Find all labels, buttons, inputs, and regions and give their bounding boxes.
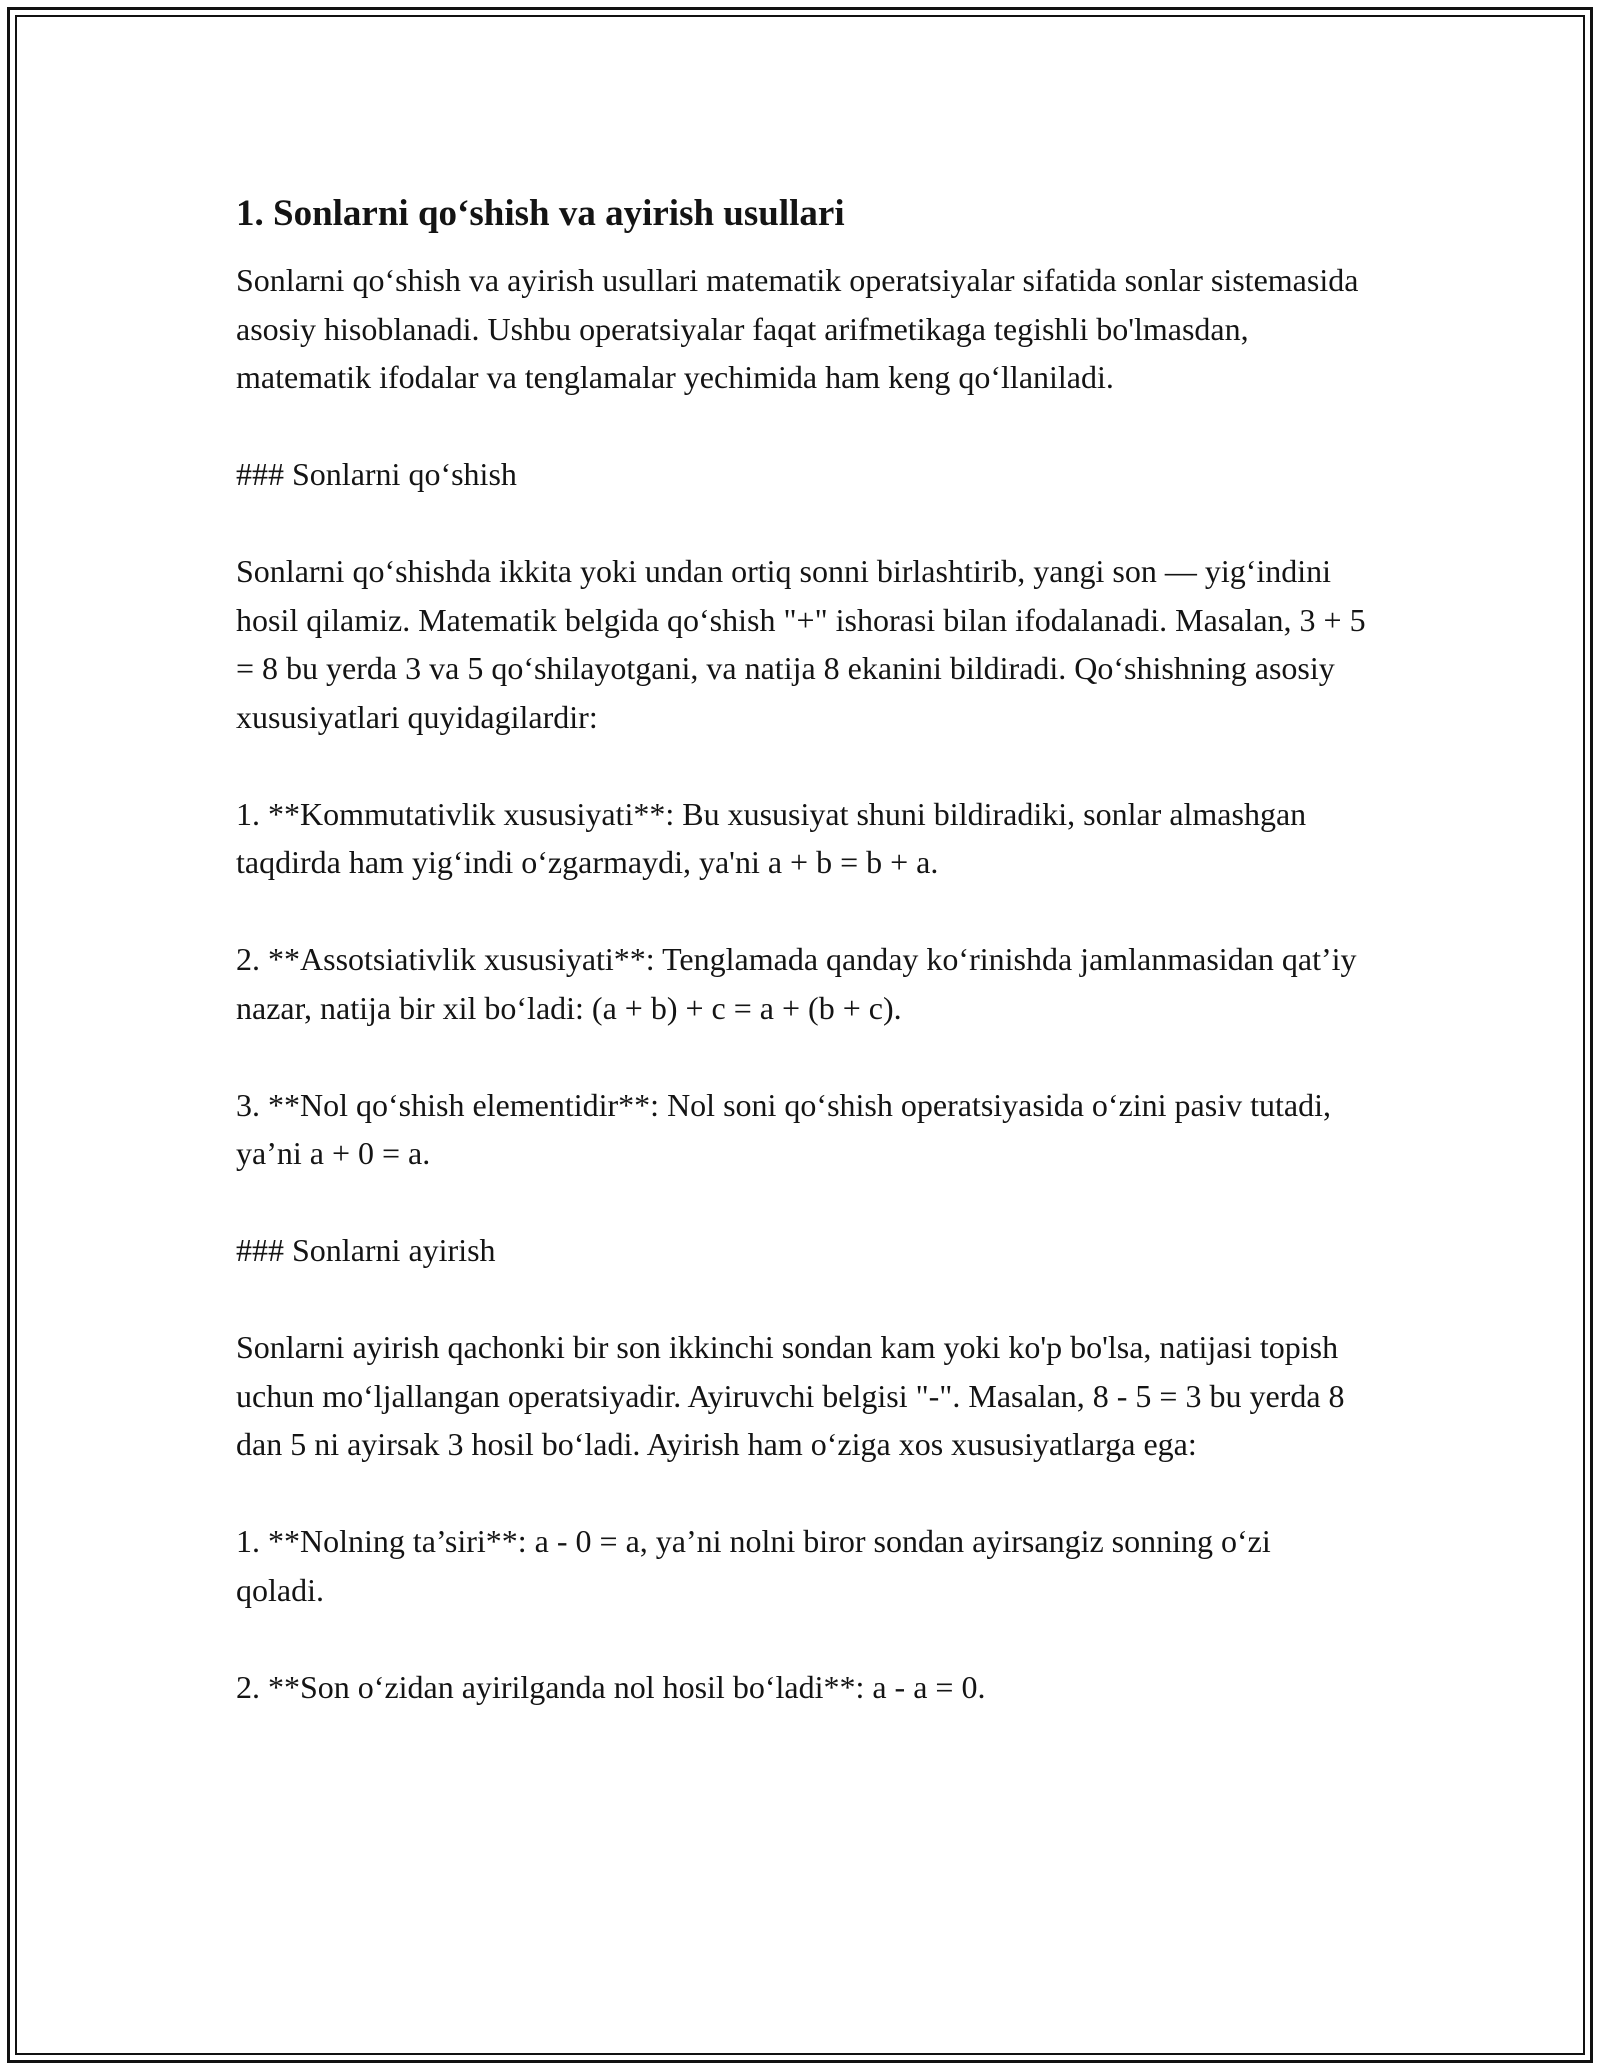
document-title: 1. Sonlarni qo‘shish va ayirish usullari — [236, 193, 845, 234]
addition-item-commutative: 1. **Kommutativlik xususiyati**: Bu xususiyat shuni bildiradiki, sonlar almashgan taqdirda ham yig‘indi o‘zgarmaydi, ya'ni a + b = b + a. — [236, 795, 1307, 880]
addition-paragraph: Sonlarni qo‘shishda ikkita yoki undan ortiq sonni birlashtirib, yangi son — yig‘indini hosil qilamiz. Matematik belgida qo‘shish "+" ishorasi bilan ifodalanadi. Masalan, 3 + 5 = 8 bu yerda 3 va 5 qo‘shilayotgani, va natija 8 ekanini bildiradi. Qo‘shishning asosiy xususiyatlari quyidagilardir: — [236, 553, 1366, 735]
subtraction-item-self: 2. **Son o‘zidan ayirilganda nol hosil bo‘ladi**: a - a = 0. — [236, 1668, 986, 1705]
addition-heading: ### Sonlarni qo‘shish — [236, 456, 517, 492]
subtraction-heading: ### Sonlarni ayirish — [236, 1232, 496, 1268]
addition-item-zero-element: 3. **Nol qo‘shish elementidir**: Nol soni qo‘shish operatsiyasida o‘zini pasiv tutadi, ya’ni a + 0 = a. — [236, 1086, 1331, 1171]
subtraction-item-zero: 1. **Nolning ta’siri**: a - 0 = a, ya’ni nolni biror sondan ayirsangiz sonning o‘zi qoladi. — [236, 1523, 1271, 1608]
intro-paragraph: Sonlarni qo‘shish va ayirish usullari matematik operatsiyalar sifatida sonlar sistemasida asosiy hisoblanadi. Ushbu operatsiyalar faqat arifmetikaga tegishli bo'lmasdan, matematik ifodalar va tenglamalar yechimida ham keng qo‘llaniladi. — [236, 262, 1359, 395]
addition-item-associative: 2. **Assotsiativlik xususiyati**: Tenglamada qanday ko‘rinishda jamlanmasidan qat’iy nazar, natija bir xil bo‘ladi: (a + b) + c = a + (b + c). — [236, 941, 1357, 1026]
subtraction-paragraph: Sonlarni ayirish qachonki bir son ikkinchi sondan kam yoki ko'p bo'lsa, natijasi topish uchun mo‘ljallangan operatsiyadir. Ayiruvchi belgisi "-". Masalan, 8 - 5 = 3 bu yerda 8 dan 5 ni ayirsak 3 hosil bo‘ladi. Ayirish ham o‘ziga xos xususiyatlarga ega: — [236, 1329, 1345, 1462]
document-body — [236, 186, 1366, 1711]
